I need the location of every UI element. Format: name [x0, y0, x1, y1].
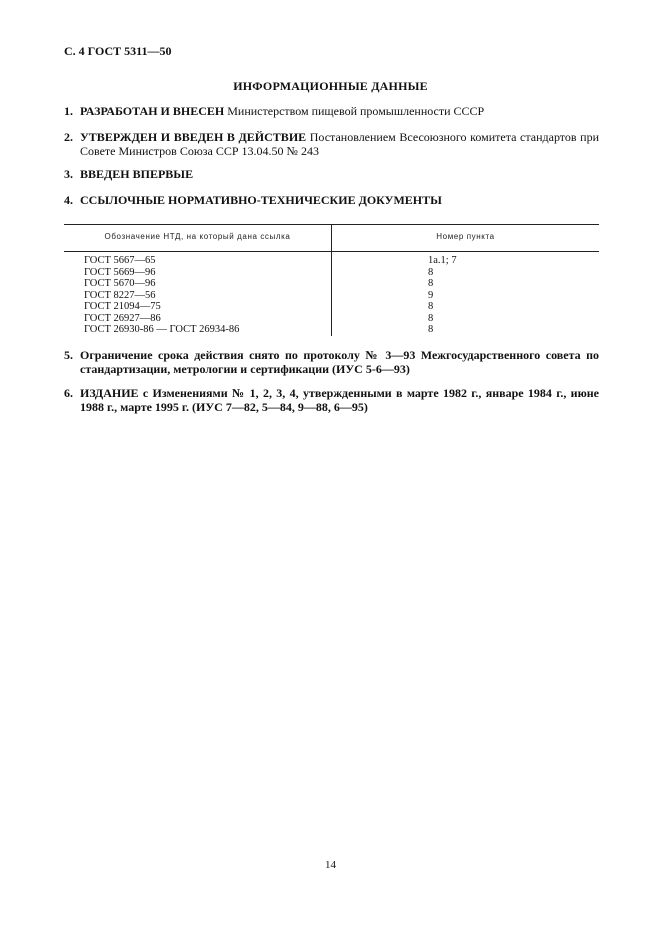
column-header-document: Обозначение НТД, на который дана ссылка	[104, 232, 291, 241]
page-number: 14	[325, 859, 336, 871]
cell-document: ГОСТ 26930-86 — ГОСТ 26934-86	[84, 324, 240, 335]
page-header: С. 4 ГОСТ 5311—50	[64, 44, 172, 58]
cell-document: ГОСТ 5667—65	[84, 255, 156, 266]
cell-clause: 8	[428, 324, 434, 335]
table-row	[64, 255, 599, 267]
cell-document: ГОСТ 8227—56	[84, 289, 156, 301]
reference-documents-table	[64, 224, 599, 336]
info-item-1	[64, 104, 599, 118]
table-body	[64, 255, 599, 336]
cell-clause: 8	[428, 278, 434, 289]
table-row	[64, 278, 599, 290]
item-text: ИЗДАНИЕ с Изменениями № 1, 2, 3, 4, утвержденными в марте 1982 г., январе 1984 г., июне 1988 г., марте 1995 г. (ИУС 7—82, 5—84, 9—88, 6—95)	[80, 386, 599, 414]
info-item-3	[64, 167, 599, 181]
item-heading: ВВЕДЕН ВПЕРВЫЕ	[80, 167, 194, 181]
cell-clause: 8	[428, 312, 434, 324]
info-item-4	[64, 193, 599, 207]
table-row	[64, 267, 599, 279]
table-row	[64, 324, 599, 336]
item-number: 1.	[64, 104, 73, 118]
info-item-5	[64, 348, 599, 376]
cell-clause: 8	[428, 301, 434, 312]
cell-document: ГОСТ 5670—96	[84, 278, 156, 289]
item-heading: РАЗРАБОТАН И ВНЕСЕН	[80, 104, 225, 118]
table-row	[64, 301, 599, 313]
item-number: 4.	[64, 193, 73, 207]
cell-clause: 9	[428, 289, 434, 301]
item-text: Ограничение срока действия снято по протоколу № 3—93 Межгосударственного совета по стандартизации, метрологии и сертификации (ИУС 5-6—93)	[80, 348, 599, 376]
info-item-2	[64, 130, 599, 158]
cell-document: ГОСТ 26927—86	[84, 312, 161, 324]
table-row	[64, 313, 599, 325]
table-row	[64, 290, 599, 302]
item-number: 6.	[64, 386, 73, 400]
item-text: Постановлением Всесоюзного комитета стандартов при Совете Министров Союза ССР 13.04.50 № 243	[80, 130, 599, 158]
cell-document: ГОСТ 21094—75	[84, 301, 161, 312]
cell-clause: 8	[428, 266, 434, 278]
item-number: 2.	[64, 130, 73, 144]
item-number: 3.	[64, 167, 73, 181]
cell-document: ГОСТ 5669—96	[84, 266, 156, 278]
item-heading: УТВЕРЖДЕН И ВВЕДЕН В ДЕЙСТВИЕ	[80, 130, 307, 144]
info-item-6	[64, 386, 599, 414]
column-header-clause: Номер пункта	[436, 232, 495, 241]
item-number: 5.	[64, 348, 73, 362]
item-text: Министерством пищевой промышленности СССР	[224, 104, 485, 118]
cell-clause: 1а.1; 7	[428, 255, 457, 266]
section-title: ИНФОРМАЦИОННЫЕ ДАННЫЕ	[233, 79, 428, 93]
item-heading: ССЫЛОЧНЫЕ НОРМАТИВНО-ТЕХНИЧЕСКИЕ ДОКУМЕНТЫ	[80, 193, 442, 207]
